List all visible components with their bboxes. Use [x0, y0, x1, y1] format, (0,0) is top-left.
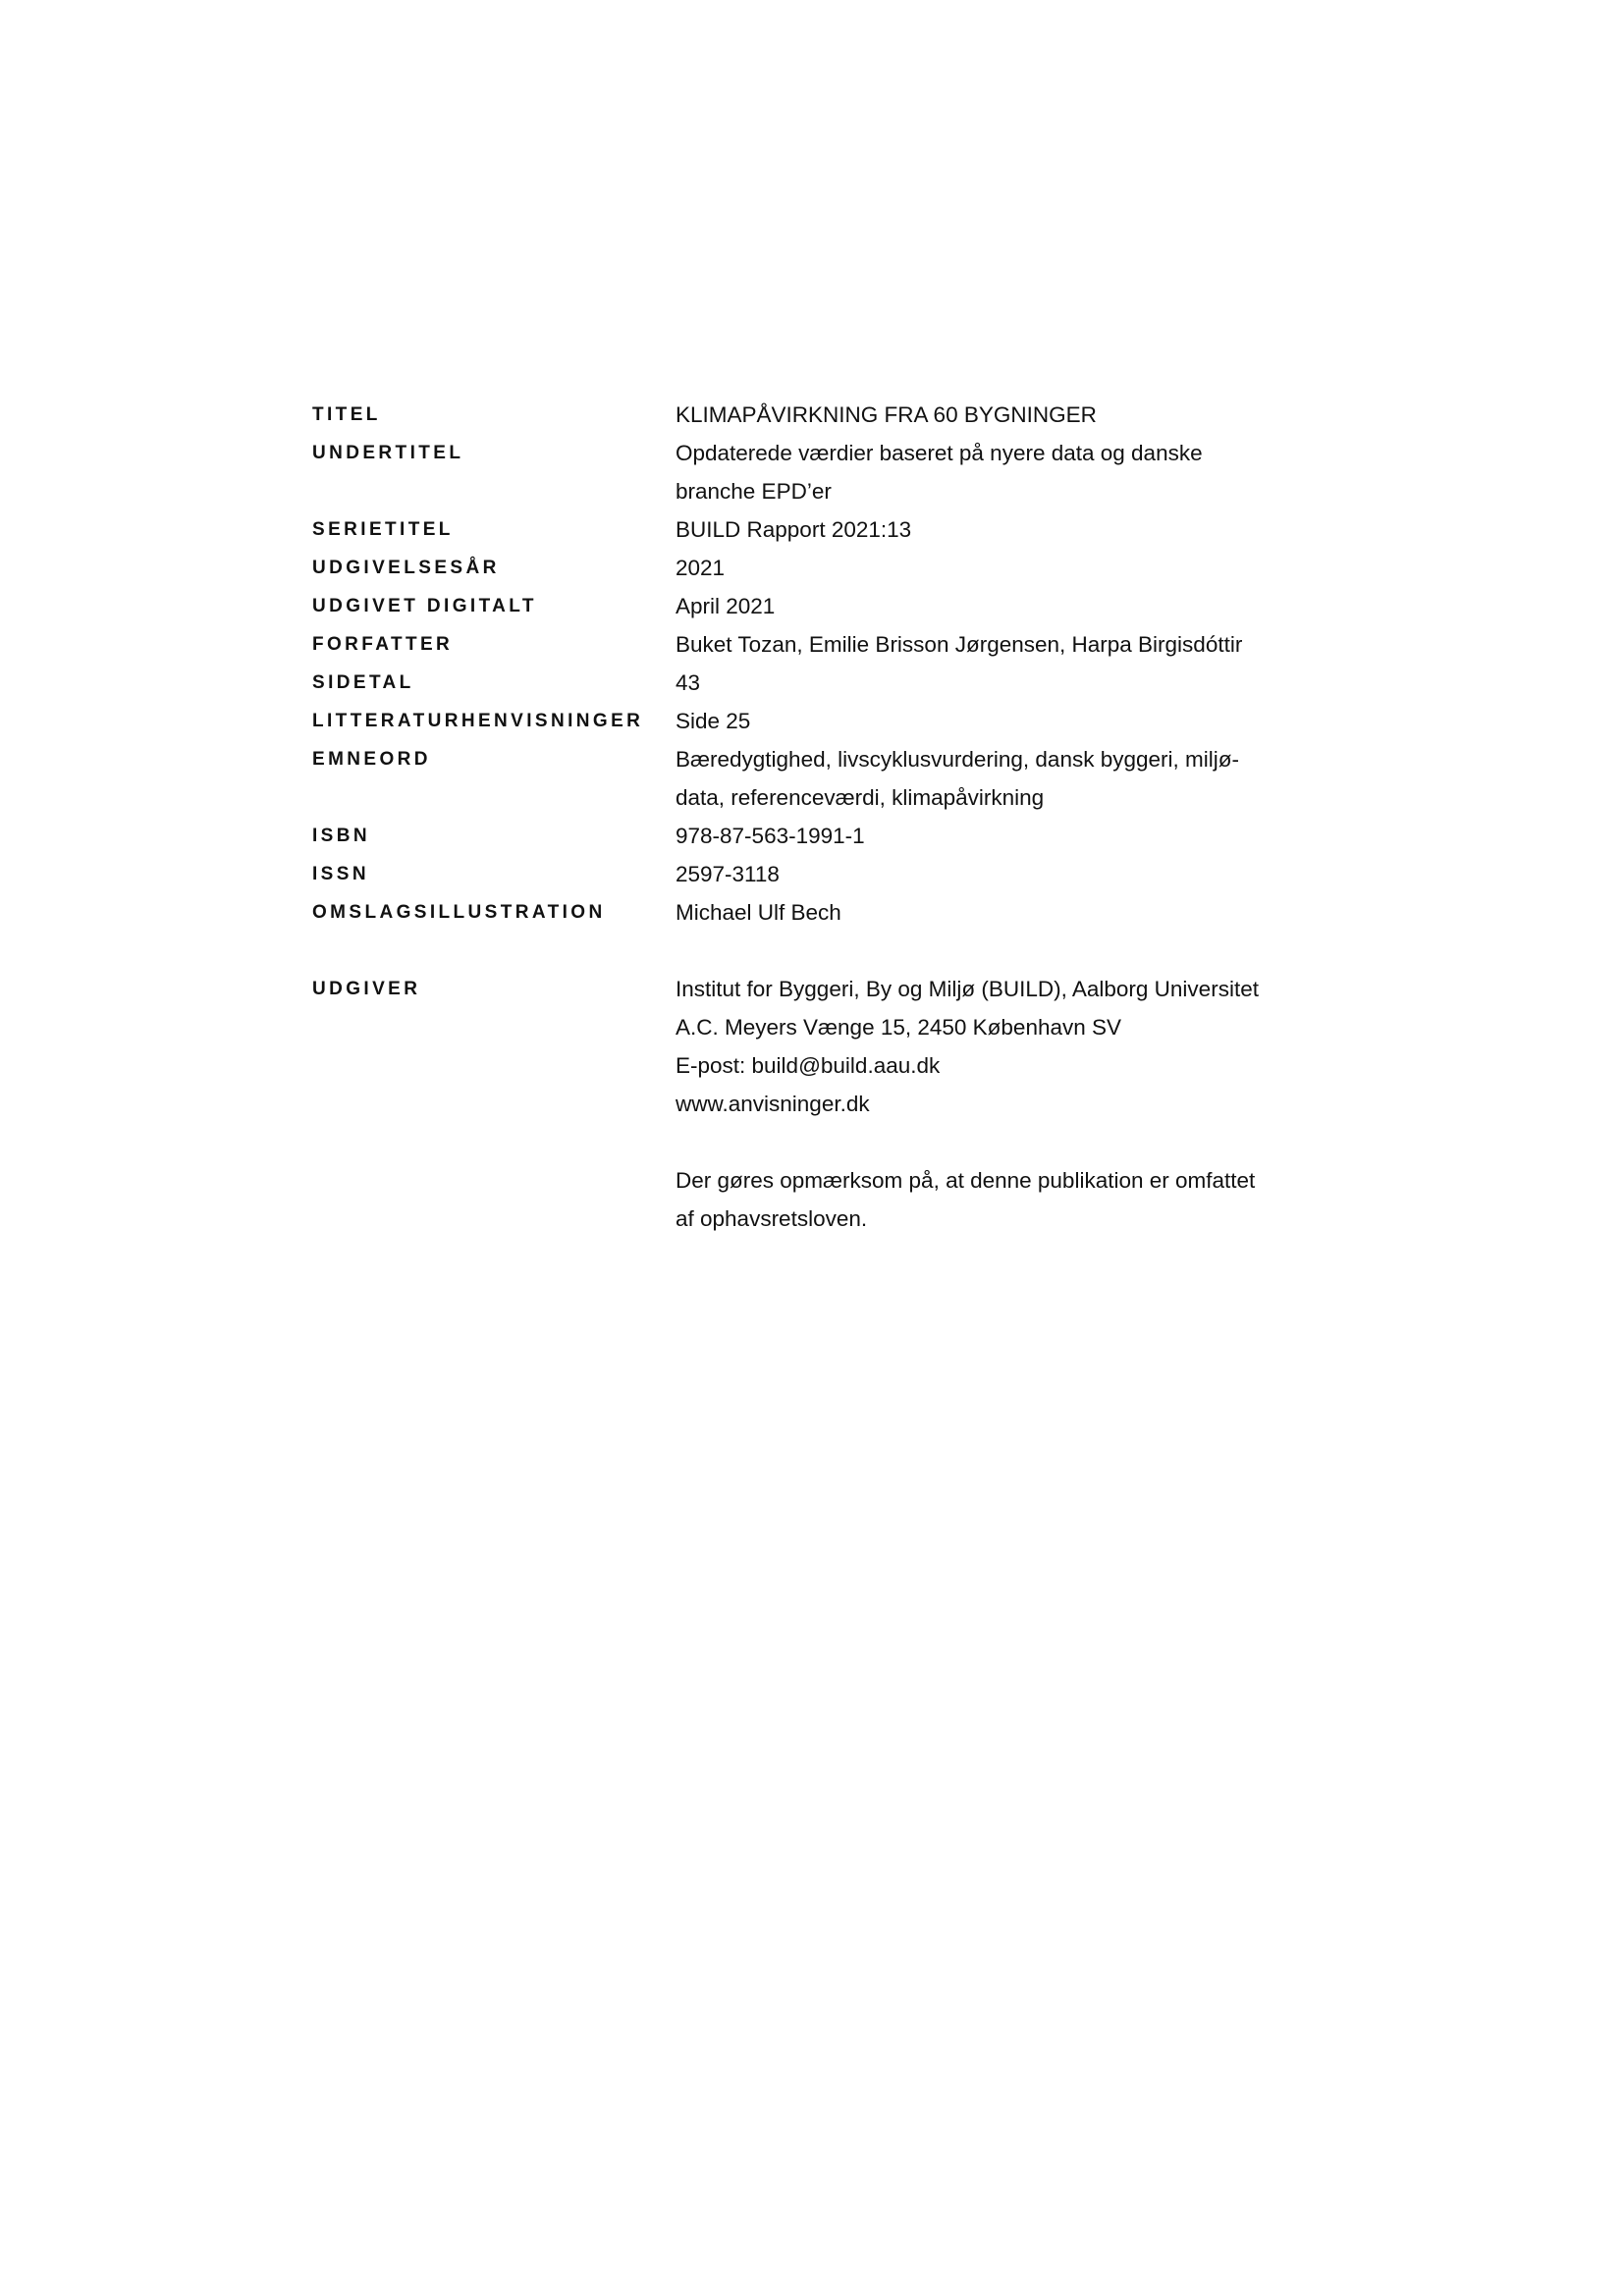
colophon-table [312, 396, 1333, 1238]
publisher-email: E-post: build@build.aau.dk [676, 1053, 941, 1078]
copyright-notice-line: af ophavsretsloven. [676, 1206, 868, 1231]
field-value [676, 893, 1333, 932]
row-udgivelsesaar [312, 549, 1333, 587]
field-label: EMNEORD [312, 749, 431, 770]
row-litteraturhenvisninger [312, 702, 1333, 740]
value-line: Buket Tozan, Emilie Brisson Jørgensen, Harpa Birgisdóttir [676, 632, 1243, 657]
field-label: UNDERTITEL [312, 443, 464, 463]
value-line: data, referenceværdi, klimapåvirkning [676, 785, 1045, 810]
row-forfatter [312, 625, 1333, 664]
value-line: KLIMAPÅVIRKNING FRA 60 BYGNINGER [676, 402, 1097, 427]
value-line: branche EPD’er [676, 479, 832, 504]
field-value [676, 702, 1333, 740]
field-value [676, 510, 1333, 549]
publisher-block [676, 970, 1333, 1238]
field-label: SIDETAL [312, 672, 414, 693]
field-value [676, 855, 1333, 893]
field-value [676, 549, 1333, 587]
field-label: UDGIVELSESÅR [312, 558, 500, 578]
value-line: 978-87-563-1991-1 [676, 824, 865, 848]
value-line: Michael Ulf Bech [676, 900, 841, 925]
field-value [676, 434, 1333, 510]
publisher-address: A.C. Meyers Vænge 15, 2450 København SV [676, 1015, 1122, 1040]
field-value [676, 396, 1333, 434]
field-value [676, 587, 1333, 625]
field-value [676, 817, 1333, 855]
field-value [676, 740, 1333, 817]
row-udgiver [312, 970, 1333, 1238]
row-undertitel [312, 434, 1333, 510]
value-line: April 2021 [676, 594, 776, 618]
publisher-website: www.anvisninger.dk [676, 1092, 870, 1116]
value-line: 2597-3118 [676, 862, 780, 886]
field-label: ISBN [312, 826, 370, 846]
field-label: OMSLAGSILLUSTRATION [312, 902, 606, 923]
field-label: ISSN [312, 864, 369, 884]
row-sidetal [312, 664, 1333, 702]
field-label: LITTERATURHENVISNINGER [312, 711, 644, 731]
row-emneord [312, 740, 1333, 817]
row-isbn [312, 817, 1333, 855]
field-label: TITEL [312, 404, 381, 425]
field-value [676, 664, 1333, 702]
field-value [676, 625, 1333, 664]
value-line: Side 25 [676, 709, 751, 733]
field-label: FORFATTER [312, 634, 454, 655]
value-line: 2021 [676, 556, 726, 580]
field-label: SERIETITEL [312, 519, 454, 540]
section-spacer [676, 1123, 1333, 1161]
value-line: Bæredygtighed, livscyklusvurdering, dansk byggeri, miljø- [676, 747, 1239, 772]
copyright-notice-line: Der gøres opmærksom på, at denne publikation er omfattet [676, 1168, 1256, 1193]
field-label: UDGIVER [312, 979, 421, 999]
row-titel [312, 396, 1333, 434]
field-label: UDGIVET DIGITALT [312, 596, 537, 616]
value-line: BUILD Rapport 2021:13 [676, 517, 912, 542]
value-line: Opdaterede værdier baseret på nyere data og danske [676, 441, 1203, 465]
row-serietitel [312, 510, 1333, 549]
row-udgivet-digitalt [312, 587, 1333, 625]
section-spacer [312, 932, 1333, 970]
row-issn [312, 855, 1333, 893]
value-line: 43 [676, 670, 701, 695]
publisher-name: Institut for Byggeri, By og Miljø (BUILD), Aalborg Universitet [676, 977, 1259, 1001]
row-omslagsillustration [312, 893, 1333, 932]
